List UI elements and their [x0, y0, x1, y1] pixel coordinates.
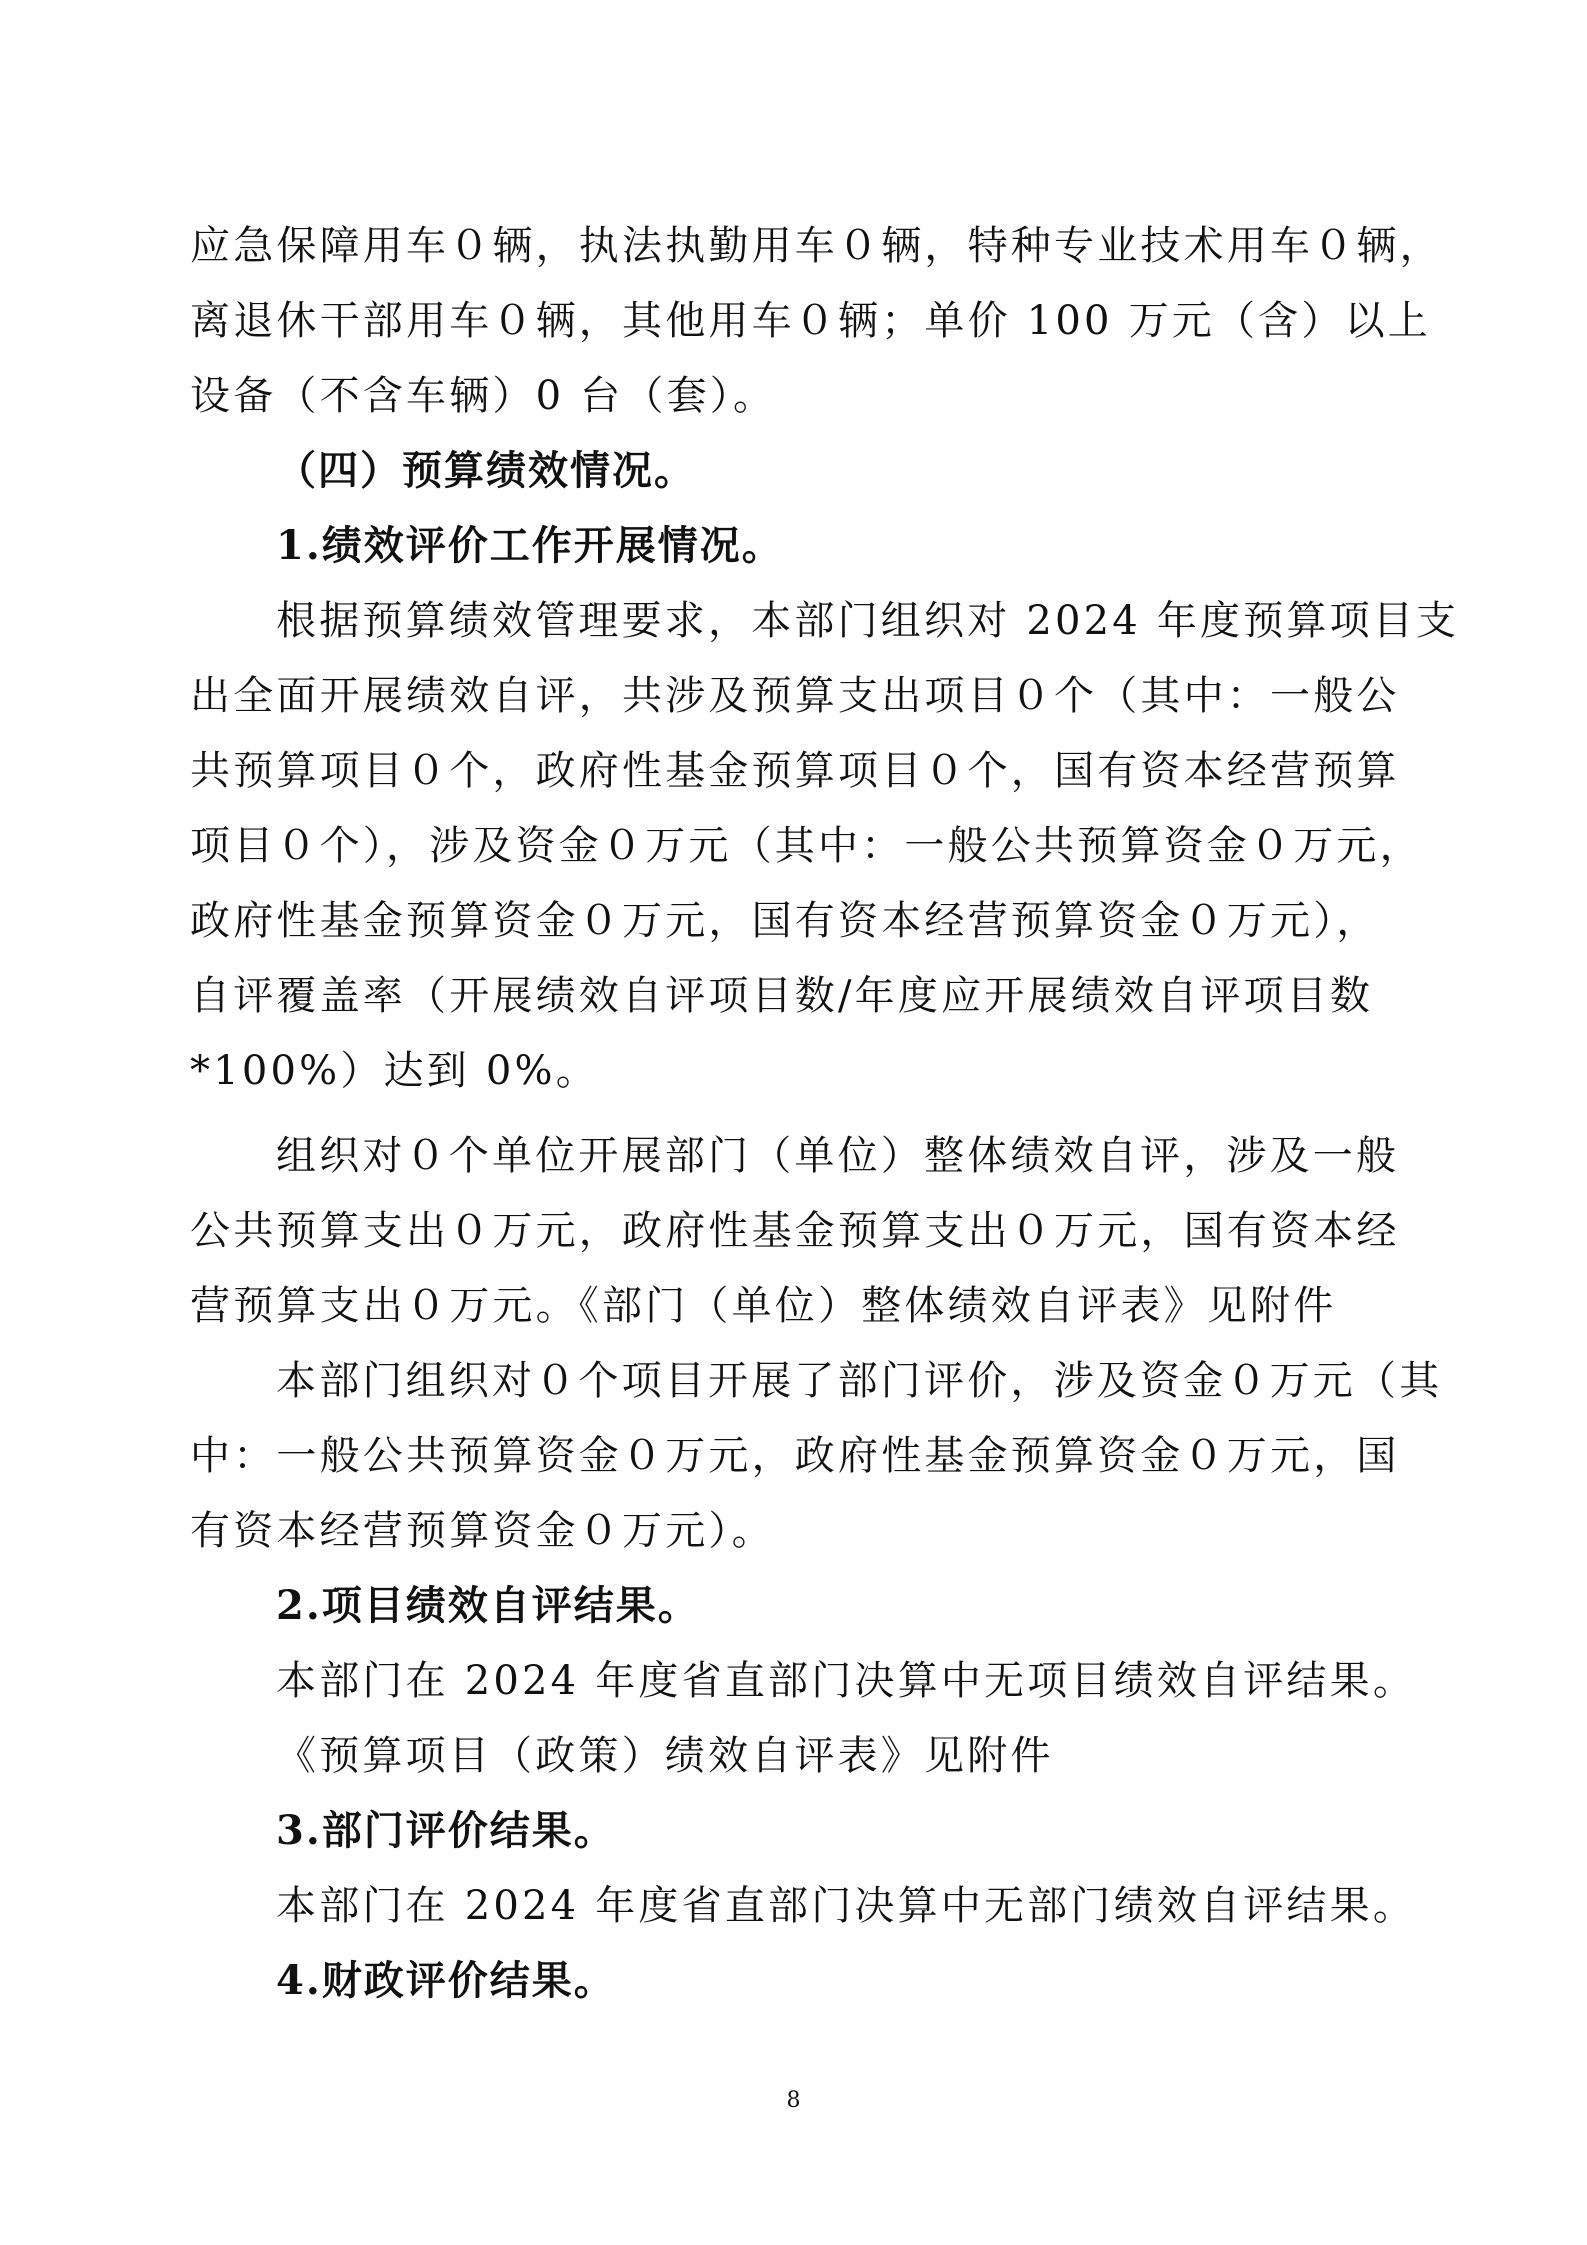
- section-heading-four: （四）预算绩效情况。: [276, 447, 696, 494]
- text-line-10: 政府性基金预算资金０万元，国有资本经营预算资金０万元），: [190, 898, 1380, 944]
- text-line-21: 《预算项目（政策）绩效自评表》见附件: [276, 1733, 1054, 1779]
- subheading-1: 1.绩效评价工作开展情况。: [276, 522, 784, 569]
- text-line-23: 本部门在 2024 年度省直部门决算中无部门绩效自评结果。: [276, 1883, 1417, 1929]
- text-line-11: 自评覆盖率（开展绩效自评项目数/年度应开展绩效自评项目数: [190, 973, 1374, 1019]
- text-line-2: 离退休干部用车０辆，其他用车０辆；单价 100 万元（含）以上: [190, 298, 1431, 344]
- page-number: 8: [786, 2088, 801, 2113]
- text-line-18: 有资本经营预算资金０万元）。: [190, 1508, 775, 1554]
- subheading-2: 2.项目绩效自评结果。: [276, 1582, 700, 1629]
- text-line-13: 组织对０个单位开展部门（单位）整体绩效自评，涉及一般: [276, 1133, 1400, 1179]
- text-line-6: 根据预算绩效管理要求，本部门组织对 2024 年度预算项目支: [276, 598, 1460, 644]
- text-line-14: 公共预算支出０万元，政府性基金预算支出０万元，国有资本经: [190, 1208, 1400, 1254]
- text-line-12: *100%）达到 0%。: [190, 1048, 599, 1094]
- subheading-4: 4.财政评价结果。: [276, 1957, 616, 2004]
- text-line-7: 出全面开展绩效自评，共涉及预算支出项目０个（其中：一般公: [190, 673, 1400, 719]
- text-line-17: 中：一般公共预算资金０万元，政府性基金预算资金０万元，国: [190, 1433, 1400, 1479]
- text-line-1: 应急保障用车０辆，执法执勤用车０辆，特种专业技术用车０辆，: [190, 223, 1443, 269]
- text-line-15: 营预算支出０万元。《部门（单位）整体绩效自评表》见附件: [190, 1283, 1337, 1329]
- text-line-20: 本部门在 2024 年度省直部门决算中无项目绩效自评结果。: [276, 1658, 1417, 1704]
- text-line-9: 项目０个），涉及资金０万元（其中：一般公共预算资金０万元，: [190, 823, 1423, 869]
- text-line-3: 设备（不含车辆）0 台（套）。: [190, 373, 777, 419]
- text-line-8: 共预算项目０个，政府性基金预算项目０个，国有资本经营预算: [190, 748, 1400, 794]
- text-line-16: 本部门组织对０个项目开展了部门评价，涉及资金０万元（其: [276, 1358, 1443, 1404]
- subheading-3: 3.部门评价结果。: [276, 1807, 616, 1854]
